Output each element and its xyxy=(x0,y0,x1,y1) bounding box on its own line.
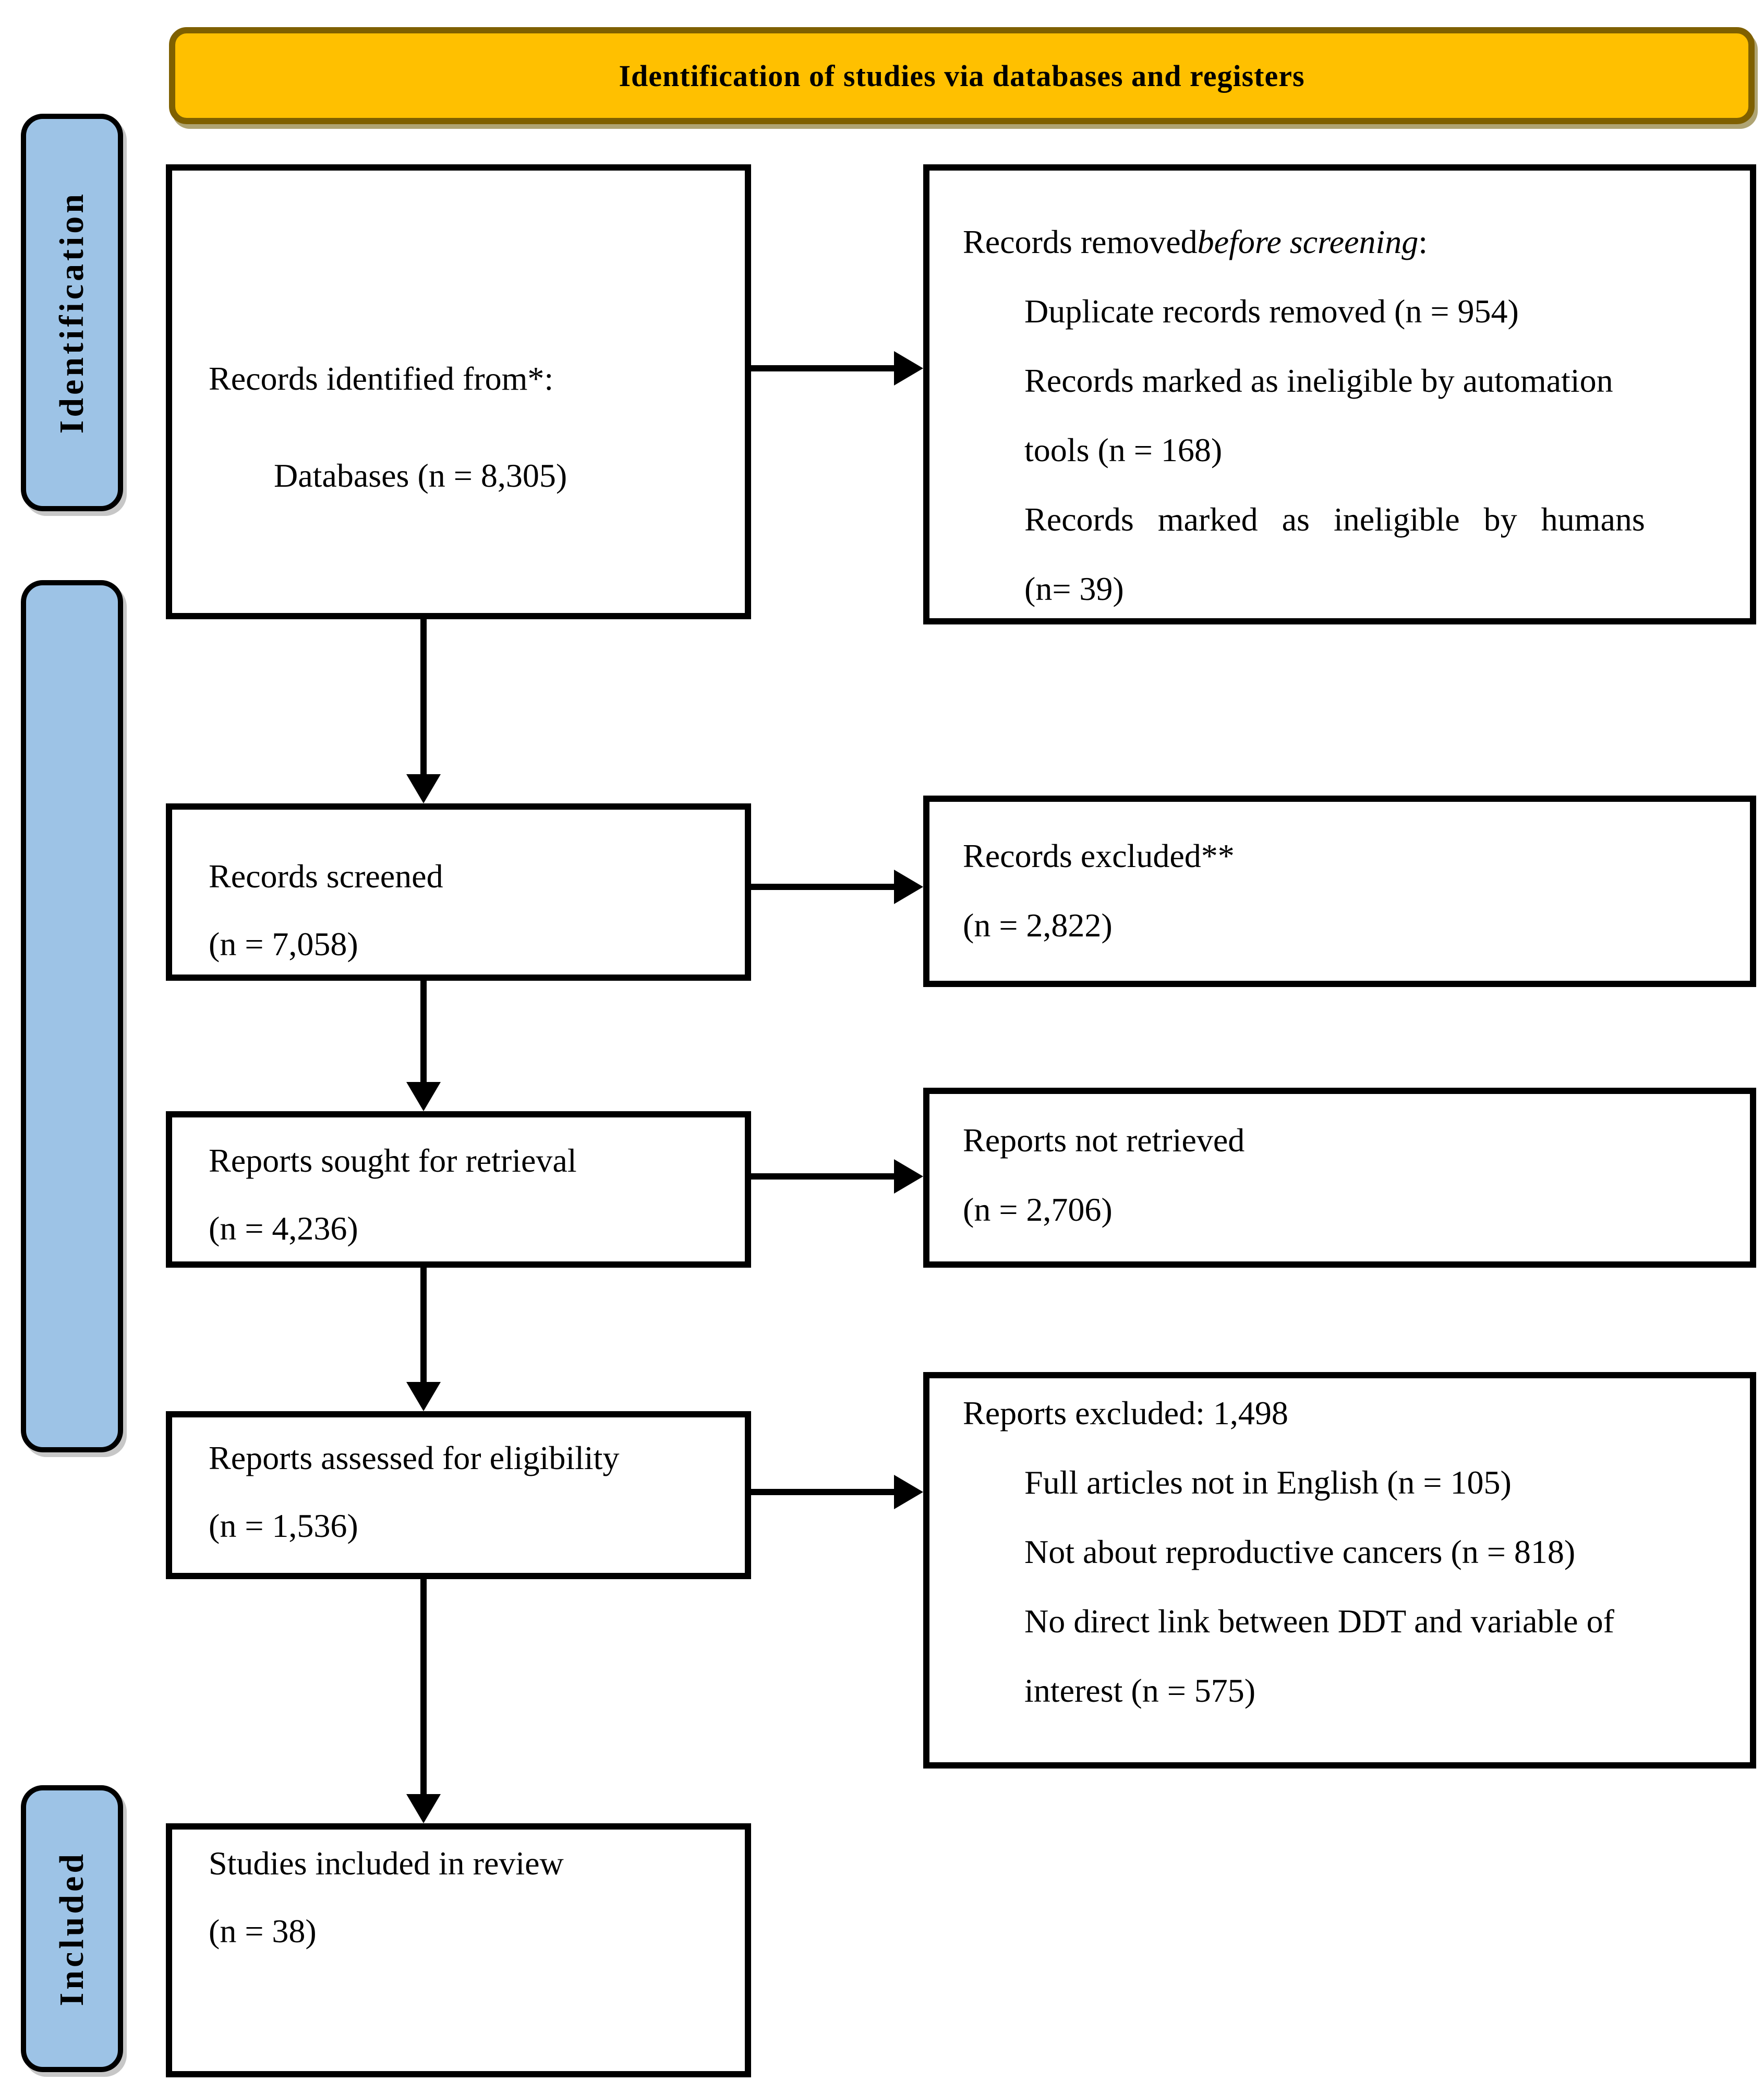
arrow-down-icon xyxy=(406,1082,441,1111)
arrow-right-icon xyxy=(894,870,923,904)
text-line: No direct link between DDT and variable of xyxy=(1024,1602,1614,1640)
text-line: (n = 4,236) xyxy=(209,1210,358,1247)
text-line: Records excluded** xyxy=(963,837,1235,874)
text-line xyxy=(963,207,1745,276)
text-line: Reports excluded: 1,498 xyxy=(963,1394,1288,1432)
connector-sought-to-assessed-line xyxy=(420,1267,427,1382)
box-records-identified xyxy=(166,164,751,619)
arrow-right-icon xyxy=(894,1159,923,1194)
text-line: interest (n = 575) xyxy=(1024,1671,1256,1709)
connector-identified-to-screened-line xyxy=(420,616,427,774)
box-reports-not-retrieved xyxy=(923,1088,1756,1268)
box-reports-sought xyxy=(166,1111,751,1268)
title-banner xyxy=(169,27,1755,124)
stage-label-included: Included xyxy=(53,1851,91,2006)
connector-assessed-to-included-line xyxy=(420,1578,427,1794)
text-line: (n = 38) xyxy=(209,1912,317,1950)
text-line: Reports not retrieved xyxy=(963,1121,1245,1159)
arrow-right-icon xyxy=(894,351,923,386)
text-line: Records marked as ineligible by humans xyxy=(1024,500,1645,538)
text-line: Not about reproductive cancers (n = 818) xyxy=(1024,1533,1576,1570)
text-line: Duplicate records removed (n = 954) xyxy=(1024,292,1519,330)
connector-identified-to-removed-line xyxy=(750,365,894,371)
box-reports-assessed xyxy=(166,1411,751,1579)
stage-label-identification: Identification xyxy=(53,191,91,434)
text-line: (n = 2,822) xyxy=(963,906,1113,944)
box-reports-excluded xyxy=(923,1372,1756,1769)
text-line: (n = 7,058) xyxy=(209,925,358,963)
text-line: Studies included in review xyxy=(209,1845,564,1882)
stage-bar-identification xyxy=(21,114,123,511)
stage-bar-screening xyxy=(21,580,123,1452)
text-line: Reports sought for retrieval xyxy=(209,1142,577,1179)
connector-assessed-to-reportsexcluded-line xyxy=(750,1489,894,1495)
text-line: Reports assessed for eligibility xyxy=(209,1439,620,1476)
box-studies-included xyxy=(166,1823,751,2077)
connector-screened-to-excluded-line xyxy=(750,884,894,890)
arrow-right-icon xyxy=(894,1475,923,1509)
text-line: Records screened xyxy=(209,858,443,895)
page-title: Identification of studies via databases and registers xyxy=(619,58,1305,93)
box-records-excluded xyxy=(923,796,1756,987)
arrow-down-icon xyxy=(406,1794,441,1823)
text-line: (n= 39) xyxy=(1024,570,1124,607)
text-line: Records identified from*: xyxy=(209,360,554,397)
text-line: Databases (n = 8,305) xyxy=(274,457,567,494)
text-segment: Records removed xyxy=(963,223,1198,260)
arrow-down-icon xyxy=(406,774,441,803)
text-segment-italic: before screening xyxy=(1197,223,1419,260)
connector-sought-to-notretrieved-line xyxy=(750,1173,894,1180)
stage-bar-included xyxy=(21,1785,123,2072)
text-segment: : xyxy=(1418,223,1428,260)
connector-screened-to-sought-line xyxy=(420,980,427,1082)
text-line: Records marked as ineligible by automation xyxy=(1024,362,1613,399)
text-line: (n = 2,706) xyxy=(963,1190,1113,1228)
text-line: tools (n = 168) xyxy=(1024,431,1223,468)
text-line: (n = 1,536) xyxy=(209,1507,358,1544)
box-records-screened xyxy=(166,803,751,981)
arrow-down-icon xyxy=(406,1382,441,1411)
box-records-removed xyxy=(923,164,1756,624)
text-line: Full articles not in English (n = 105) xyxy=(1024,1463,1512,1501)
